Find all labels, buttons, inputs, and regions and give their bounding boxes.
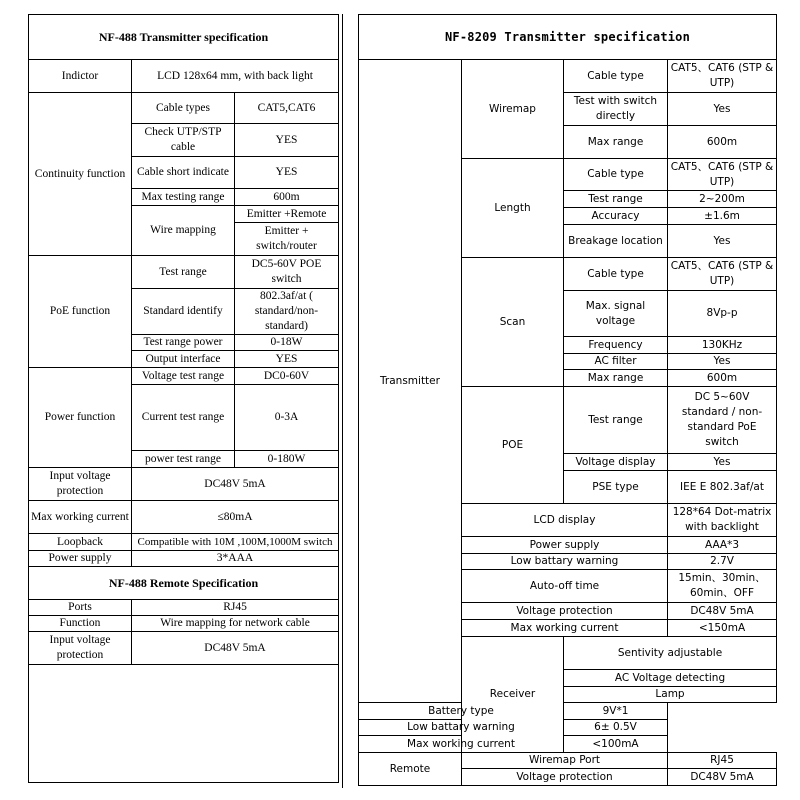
spec-value: 9V*1 (564, 703, 668, 720)
indicator-value: LCD 128x64 mm, with back light (132, 60, 339, 93)
spec-name: Output interface (132, 351, 235, 368)
spec-name: Voltage protection (462, 769, 668, 786)
receiver-label: Receiver (462, 637, 564, 753)
wiremap-label: Wiremap (462, 60, 564, 159)
spec-value: 128*64 Dot-matrix with backlight (668, 504, 777, 537)
spec-name: AC Voltage detecting (564, 670, 777, 687)
column-divider (342, 14, 343, 788)
spec-value: YES (235, 124, 339, 157)
input-voltage-label: Input voltage protection (29, 468, 132, 501)
spec-name: Test range (564, 387, 668, 454)
indicator-label: Indictor (29, 60, 132, 93)
spec-name: Max working current (359, 736, 564, 753)
remote-spec-name: Ports (29, 600, 132, 616)
spec-value: Emitter +Remote (235, 206, 339, 223)
spec-value: Emitter + switch/router (235, 223, 339, 256)
nf488-spec-table (28, 14, 339, 783)
scan-label: Scan (462, 258, 564, 387)
spec-value: DC 5~60V standard / non-standard PoE switch (668, 387, 777, 454)
spec-name: Cable type (564, 60, 668, 93)
spec-value: <150mA (668, 620, 777, 637)
spec-name: Accuracy (564, 208, 668, 225)
spec-name: Max working current (462, 620, 668, 637)
spec-value: DC5-60V POE switch (235, 256, 339, 289)
spec-value: YES (235, 157, 339, 189)
spec-name: Test range power (132, 335, 235, 351)
remote-spec-value: DC48V 5mA (132, 632, 339, 665)
spec-name: Low battary warning (462, 554, 668, 570)
spec-value: AAA*3 (668, 537, 777, 554)
spec-value: 2.7V (668, 554, 777, 570)
remote-spec-name: Input voltage protection (29, 632, 132, 665)
spec-name: Cable type (564, 159, 668, 191)
input-voltage-value: DC48V 5mA (132, 468, 339, 501)
spec-name: Cable type (564, 258, 668, 291)
spec-value: <100mA (564, 736, 668, 753)
spec-name: Voltage test range (132, 368, 235, 385)
spec-name: Test with switch directly (564, 93, 668, 126)
spec-name: AC filter (564, 354, 668, 370)
spec-value: 0-18W (235, 335, 339, 351)
spec-value: DC48V 5mA (668, 603, 777, 620)
spec-value: Yes (668, 225, 777, 258)
nf488-remote-title: NF-488 Remote Specification (29, 567, 339, 600)
spec-name: Max testing range (132, 189, 235, 206)
spec-value: 130KHz (668, 337, 777, 354)
spec-name: Battery type (359, 703, 564, 720)
spec-name: Frequency (564, 337, 668, 354)
spec-name: Auto-off time (462, 570, 668, 603)
remote-spec-name: Function (29, 616, 132, 632)
spec-value: 0-3A (235, 385, 339, 451)
spec-name: Max range (564, 126, 668, 159)
max-current-label: Max working current (29, 501, 132, 534)
loopback-label: Loopback (29, 534, 132, 551)
nf8209-transmitter-title: NF-8209 Transmitter specification (359, 15, 777, 60)
spec-name: Cable short indicate (132, 157, 235, 189)
spec-value: YES (235, 351, 339, 368)
loopback-value: Compatible with 10M ,100M,1000M switch (132, 534, 339, 551)
poe-function-label: PoE function (29, 256, 132, 368)
transmitter-label: Transmitter (359, 60, 462, 703)
spec-value: 600m (235, 189, 339, 206)
spec-value: 0-180W (235, 451, 339, 468)
spec-name: Lamp (564, 687, 777, 703)
spec-name: Current test range (132, 385, 235, 451)
spec-value: ±1.6m (668, 208, 777, 225)
nf488-transmitter-title: NF-488 Transmitter specification (29, 15, 339, 60)
poe-label: POE (462, 387, 564, 504)
spec-name: Voltage display (564, 454, 668, 471)
spec-value: IEE E 802.3af/at (668, 471, 777, 504)
spec-value: 600m (668, 126, 777, 159)
power-function-label: Power function (29, 368, 132, 468)
spec-value: CAT5,CAT6 (235, 93, 339, 124)
spec-name: Max. signal voltage (564, 291, 668, 337)
spec-name: Test range (132, 256, 235, 289)
spec-name: Wire mapping (132, 206, 235, 256)
spec-value: 2~200m (668, 191, 777, 208)
spec-value: CAT5、CAT6 (STP & UTP) (668, 258, 777, 291)
spec-name: Breakage location (564, 225, 668, 258)
spec-value: 802.3af/at ( standard/non-standard) (235, 289, 339, 335)
spec-name: PSE type (564, 471, 668, 504)
nf8209-spec-table (358, 14, 777, 786)
spec-name: Max range (564, 370, 668, 387)
spec-value: CAT5、CAT6 (STP & UTP) (668, 60, 777, 93)
remote-label: Remote (359, 753, 462, 786)
nf488-spec-panel (28, 14, 338, 783)
nf8209-spec-panel (358, 14, 776, 786)
spec-value: Yes (668, 454, 777, 471)
spec-name: Wiremap Port (462, 753, 668, 769)
spec-name: Check UTP/STP cable (132, 124, 235, 157)
spec-value: Yes (668, 354, 777, 370)
spec-name: LCD display (462, 504, 668, 537)
spec-value: CAT5、CAT6 (STP & UTP) (668, 159, 777, 191)
spec-value: DC0-60V (235, 368, 339, 385)
max-current-value: ≤80mA (132, 501, 339, 534)
spec-name: power test range (132, 451, 235, 468)
power-supply-value: 3*AAA (132, 551, 339, 567)
length-label: Length (462, 159, 564, 258)
spec-value: 6± 0.5V (564, 720, 668, 736)
spec-name: Low battary warning (359, 720, 564, 736)
empty-area (29, 665, 339, 783)
spec-name: Test range (564, 191, 668, 208)
spec-value: DC48V 5mA (668, 769, 777, 786)
spec-name: Standard identify (132, 289, 235, 335)
continuity-function-label: Continuity function (29, 93, 132, 256)
spec-name: Sentivity adjustable (564, 637, 777, 670)
spec-value: 15min、30min、60min、OFF (668, 570, 777, 603)
spec-value: 8Vp-p (668, 291, 777, 337)
spec-value: Yes (668, 93, 777, 126)
remote-spec-value: Wire mapping for network cable (132, 616, 339, 632)
spec-name: Power supply (462, 537, 668, 554)
spec-name: Cable types (132, 93, 235, 124)
spec-value: RJ45 (668, 753, 777, 769)
power-supply-label: Power supply (29, 551, 132, 567)
spec-name: Voltage protection (462, 603, 668, 620)
spec-value: 600m (668, 370, 777, 387)
remote-spec-value: RJ45 (132, 600, 339, 616)
